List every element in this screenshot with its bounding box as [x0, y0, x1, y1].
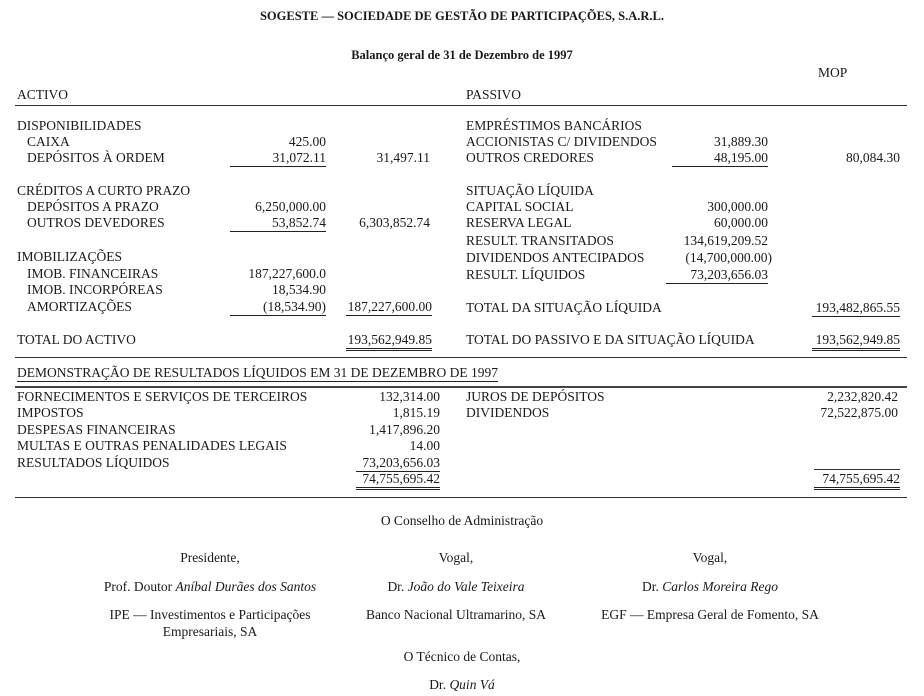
- signatory-role: Vogal,: [438, 550, 474, 565]
- row-label: AMORTIZAÇÕES: [27, 299, 132, 314]
- total-value: 193,562,949.85: [812, 332, 900, 351]
- row-label: FORNECIMENTOS E SERVIÇOS DE TERCEIROS: [17, 389, 308, 404]
- row-label: RESULT. TRANSITADOS: [466, 233, 614, 248]
- row-value: 60,000.00: [714, 215, 768, 230]
- row-value: (14,700,000.00): [685, 250, 772, 265]
- signatory-title: Dr.: [387, 579, 405, 594]
- row-value: 73,203,656.03: [666, 267, 768, 284]
- row-label: IMOBILIZAÇÕES: [17, 249, 122, 264]
- row-label: DISPONIBILIDADES: [17, 118, 142, 133]
- accountant-title: Dr.: [429, 677, 447, 692]
- row-value: 53,852.74: [230, 215, 326, 232]
- row-value: 31,072.11: [230, 150, 326, 167]
- total-label: TOTAL DA SITUAÇÃO LÍQUIDA: [466, 300, 662, 315]
- divider: [814, 469, 900, 470]
- row-label: EMPRÉSTIMOS BANCÁRIOS: [466, 118, 642, 133]
- signatory-name: [336, 579, 576, 595]
- accountant-name-text: Quin Vá: [449, 677, 495, 692]
- signatory-name-text: Carlos Moreira Rego: [662, 579, 778, 594]
- signatory-org: Banco Nacional Ultramarino, SA: [366, 607, 546, 622]
- total-value: 193,562,949.85: [346, 332, 432, 351]
- board-heading: O Conselho de Administração: [380, 513, 544, 528]
- row-label: JUROS DE DEPÓSITOS: [466, 389, 605, 404]
- divider: [15, 357, 907, 358]
- debit-total: 74,755,695.42: [356, 471, 440, 490]
- divider: [15, 105, 907, 106]
- total-label: TOTAL DO PASSIVO E DA SITUAÇÃO LÍQUIDA: [466, 332, 755, 347]
- divider: [15, 386, 907, 388]
- credit-total: 74,755,695.42: [814, 471, 900, 490]
- row-value: 48,195.00: [672, 150, 768, 167]
- row-value: 73,203,656.03: [356, 455, 440, 472]
- row-label: OUTROS CREDORES: [466, 150, 594, 165]
- row-value: 2,232,820.42: [827, 389, 898, 404]
- section-title: DEMONSTRAÇÃO DE RESULTADOS LÍQUIDOS EM 31 DE DEZEMBRO DE 1997: [17, 365, 499, 380]
- row-value: 18,534.90: [272, 282, 326, 297]
- row-label: CRÉDITOS A CURTO PRAZO: [17, 183, 191, 198]
- row-label: IMPOSTOS: [17, 405, 84, 420]
- signatory-name: [90, 579, 330, 595]
- row-value: 1,417,896.20: [369, 422, 440, 437]
- row-label: IMOB. FINANCEIRAS: [27, 266, 159, 281]
- subtotal-value: 80,084.30: [846, 150, 900, 165]
- total-label: TOTAL DO ACTIVO: [17, 332, 136, 347]
- row-label: IMOB. INCORPÓREAS: [27, 282, 163, 297]
- signatory-org: EGF — Empresa Geral de Fomento, SA: [601, 607, 819, 622]
- row-label: DESPESAS FINANCEIRAS: [17, 422, 176, 437]
- row-value: 1,815.19: [392, 405, 440, 420]
- accountant-role: O Técnico de Contas,: [403, 649, 521, 664]
- divider: [15, 497, 907, 498]
- signatory-title: Prof. Doutor: [103, 579, 173, 594]
- signatory-name-text: João do Vale Teixeira: [407, 579, 525, 594]
- company-title: SOGESTE — SOCIEDADE DE GESTÃO DE PARTICIPAÇÕES, S.A.R.L.: [259, 9, 665, 23]
- currency-label: MOP: [818, 65, 848, 80]
- activo-heading: ACTIVO: [17, 87, 68, 102]
- row-label: DIVIDENDOS: [466, 405, 550, 420]
- signatory-name-text: Aníbal Durães dos Santos: [175, 579, 317, 594]
- row-label: OUTROS DEVEDORES: [27, 215, 165, 230]
- row-label: DIVIDENDOS ANTECIPADOS: [466, 250, 645, 265]
- row-label: RESULTADOS LÍQUIDOS: [17, 455, 170, 470]
- row-label: CAPITAL SOCIAL: [466, 199, 574, 214]
- signatory-title: Dr.: [642, 579, 659, 594]
- accountant-name: [0, 677, 924, 693]
- row-value: 31,889.30: [714, 134, 768, 149]
- subtotal-value: 187,227,600.00: [347, 299, 432, 314]
- row-value: 425.00: [288, 134, 326, 149]
- row-label: CAIXA: [27, 134, 70, 149]
- row-value: 134,619,209.52: [683, 233, 768, 248]
- row-value: 300,000.00: [707, 199, 768, 214]
- total-value: 193,482,865.55: [812, 300, 900, 317]
- row-label: SITUAÇÃO LÍQUIDA: [466, 183, 594, 198]
- row-value: (18,534.90): [230, 299, 326, 316]
- row-label: ACCIONISTAS C/ DIVIDENDOS: [466, 134, 657, 149]
- row-label: DEPÓSITOS À ORDEM: [27, 150, 165, 165]
- signatory-name: [580, 579, 840, 595]
- signatory-org: IPE — Investimentos e Participações: [109, 607, 311, 622]
- passivo-heading: PASSIVO: [466, 87, 522, 102]
- document-subtitle: Balanço geral de 31 de Dezembro de 1997: [351, 48, 573, 62]
- signatory-role: Vogal,: [692, 550, 728, 565]
- row-label: RESERVA LEGAL: [466, 215, 572, 230]
- row-value: 132,314.00: [379, 389, 440, 404]
- row-value: 72,522,875.00: [820, 405, 898, 420]
- subtotal-value: 31,497.11: [376, 150, 430, 165]
- row-label: RESULT. LÍQUIDOS: [466, 267, 586, 282]
- row-label: DEPÓSITOS A PRAZO: [27, 199, 159, 214]
- subtotal-value: 6,303,852.74: [359, 215, 430, 230]
- signatory-org: Empresariais, SA: [162, 624, 258, 639]
- row-label: MULTAS E OUTRAS PENALIDADES LEGAIS: [17, 438, 287, 453]
- row-value: 6,250,000.00: [255, 199, 326, 214]
- signatory-role: Presidente,: [180, 550, 240, 565]
- row-value: 14.00: [409, 438, 440, 453]
- row-value: 187,227,600.0: [248, 266, 326, 281]
